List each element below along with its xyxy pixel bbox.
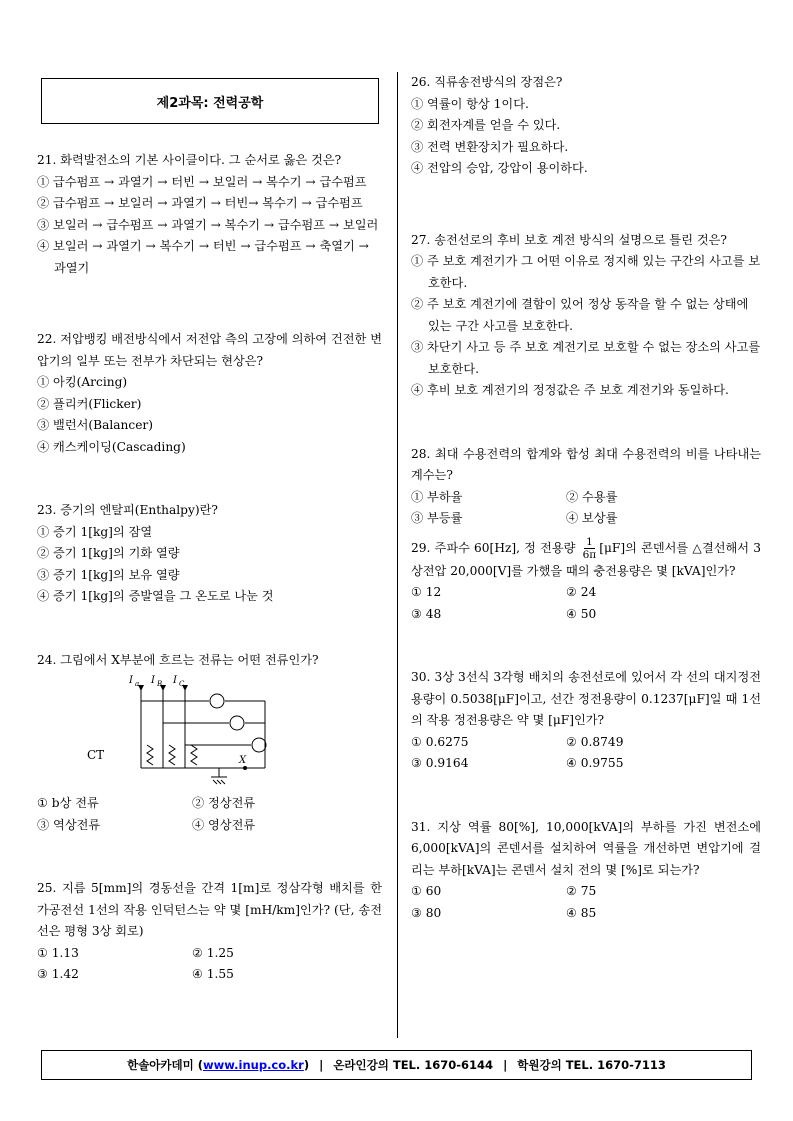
options-grid bbox=[411, 881, 761, 924]
option: ④ 전압의 승압, 강압이 용이하다. bbox=[411, 161, 588, 175]
question-21 bbox=[37, 150, 382, 279]
option: ② 75 bbox=[566, 884, 597, 898]
option: ① 1.13 bbox=[37, 945, 79, 960]
options-grid bbox=[411, 582, 761, 625]
options-grid bbox=[37, 793, 382, 836]
option: ④ 영상전류 bbox=[192, 817, 256, 832]
option: ③ 전력 변환장치가 필요하다. bbox=[411, 139, 569, 154]
option: ④ 보일러 → 과열기 → 복수기 → 터빈 → 급수펌프 → 축열기 → 과열기 bbox=[37, 239, 369, 275]
option: ④ 후비 보호 계전기의 정정값은 주 보호 계전기와 동일하다. bbox=[411, 383, 729, 397]
footer-separator: | bbox=[319, 1058, 324, 1072]
option: ① 12 bbox=[411, 585, 442, 599]
option: ③ 0.9164 bbox=[411, 756, 469, 770]
option: ① 증기 1[kg]의 잠열 bbox=[37, 524, 153, 539]
question-stem: 28. 최대 수용전력의 합계와 합성 최대 수용전력의 비를 나타내는 계수는? bbox=[411, 446, 761, 482]
option: ② 회전자계를 얻을 수 있다. bbox=[411, 118, 561, 132]
question-28 bbox=[411, 444, 761, 530]
question-23 bbox=[37, 500, 382, 608]
question-stem: 31. 지상 역률 80[%], 10,000[kVA]의 부하를 가진 변전소에 6,000[kVA]의 콘덴서를 설치하여 역률을 개선하면 변압기에 걸리는 부하[kVA]는 콘덴서 설치 전의 몇 [%]로 되는가? bbox=[411, 819, 761, 877]
option: ② 급수펌프 → 보일러 → 과열기 → 터빈→ 복수기 → 급수펌프 bbox=[37, 196, 363, 210]
capacitance-fraction: $\frac{1}{6\pi}$ bbox=[582, 535, 597, 561]
option: ① 역률이 항상 1이다. bbox=[411, 96, 529, 111]
question-31 bbox=[411, 817, 761, 925]
footer-contact bbox=[41, 1050, 752, 1080]
question-30 bbox=[411, 667, 761, 775]
option: ③ 48 bbox=[411, 606, 442, 621]
option: ④ 캐스케이딩(Cascading) bbox=[37, 439, 186, 454]
option: ④ 증기 1[kg]의 증발열을 그 온도로 나눈 것 bbox=[37, 589, 274, 603]
question-24 bbox=[37, 650, 382, 837]
question-stem: 26. 직류송전방식의 장점은? bbox=[411, 75, 563, 89]
option: ③ 밸런서(Balancer) bbox=[37, 418, 153, 432]
question-29 bbox=[411, 536, 761, 626]
question-stem: 25. 지름 5[mm]의 경동선을 간격 1[m]로 정삼각형 배치를 한 가공전선 1선의 작용 인덕턴스는 약 몇 [mH/km]인가? (단, 송전선은 평형 3상 회로) bbox=[37, 881, 382, 938]
option: ④ 50 bbox=[566, 606, 597, 621]
option: ① 주 보호 계전기가 그 어떤 이유로 정지해 있는 구간의 사고를 보호한다. bbox=[411, 254, 761, 290]
online-phone: 온라인강의 TEL. 1670-6144 bbox=[333, 1058, 494, 1072]
option: ② 증기 1[kg]의 기화 열량 bbox=[37, 546, 180, 560]
option: ② 1.25 bbox=[192, 945, 234, 960]
right-column bbox=[411, 72, 761, 924]
ic-label: I bbox=[173, 675, 177, 686]
question-25 bbox=[37, 878, 382, 986]
question-stem: 27. 송전선로의 후비 보호 계전 방식의 설명으로 틀린 것은? bbox=[411, 232, 727, 247]
options-grid bbox=[37, 943, 382, 986]
options-grid bbox=[411, 487, 761, 530]
subject-title: 제2과목: 전력공학 bbox=[41, 78, 379, 124]
option: ② 주 보호 계전기에 결함이 있어 정상 동작을 할 수 없는 상태에 있는 구간 사고를 보호한다. bbox=[411, 297, 749, 333]
option: ④ 보상률 bbox=[566, 511, 618, 525]
option: ④ 0.9755 bbox=[566, 756, 624, 770]
option: ② 정상전류 bbox=[192, 796, 256, 810]
option: ③ 역상전류 bbox=[37, 817, 101, 832]
question-stem: 22. 저압뱅킹 배전방식에서 저전압 측의 고장에 의하여 건전한 변압기의 일부 또는 전부가 차단되는 현상은? bbox=[37, 332, 382, 368]
left-column bbox=[37, 150, 382, 986]
svg-text:C: C bbox=[179, 680, 185, 688]
footer-separator: | bbox=[503, 1058, 508, 1072]
question-stem: 21. 화력발전소의 기본 사이클이다. 그 순서로 옳은 것은? bbox=[37, 153, 342, 167]
offline-phone: 학원강의 TEL. 1670-7113 bbox=[517, 1058, 666, 1072]
ct-circuit-figure bbox=[87, 673, 327, 791]
question-stem: 30. 3상 3선식 3각형 배치의 송전선로에 있어서 각 선의 대지정전용량이 0.5038[μF]이고, 선간 정전용량이 0.1237[μF]일 때 1선의 작용 정전용량은 약 몇 [μF]인가? bbox=[411, 670, 761, 727]
option: ① 0.6275 bbox=[411, 734, 469, 749]
column-divider bbox=[397, 72, 398, 1038]
option: ② 24 bbox=[566, 585, 597, 599]
option: ③ 증기 1[kg]의 보유 열량 bbox=[37, 567, 180, 582]
option: ③ 부등률 bbox=[411, 511, 463, 525]
question-stem: 24. 그림에서 X부분에 흐르는 전류는 어떤 전류인가? bbox=[37, 652, 319, 667]
option: ③ 차단기 사고 등 주 보호 계전기로 보호할 수 없는 장소의 사고를 보호한다. bbox=[411, 340, 761, 376]
option: ① b상 전류 bbox=[37, 796, 99, 810]
option: ① 급수펌프 → 과열기 → 터빈 → 보일러 → 복수기 → 급수펌프 bbox=[37, 174, 367, 189]
academy-name: 한솔아카데미 (www.inup.co.kr) bbox=[127, 1058, 310, 1072]
option: ④ 1.55 bbox=[192, 967, 234, 981]
option: ① 60 bbox=[411, 884, 442, 898]
ib-label: I bbox=[151, 675, 155, 686]
question-stem: 23. 증기의 엔탈피(Enthalpy)란? bbox=[37, 503, 218, 517]
option: ③ 1.42 bbox=[37, 967, 79, 981]
ct-label: CT bbox=[87, 748, 105, 762]
option: ③ 보일러 → 급수펌프 → 과열기 → 복수기 → 급수펌프 → 보일러 bbox=[37, 217, 379, 232]
x-label: X bbox=[239, 755, 247, 766]
option: ③ 80 bbox=[411, 905, 442, 920]
ia-label: I bbox=[129, 675, 133, 686]
svg-text:B: B bbox=[157, 680, 163, 688]
option: ① 아킹(Arcing) bbox=[37, 375, 128, 389]
academy-website-link[interactable]: www.inup.co.kr bbox=[203, 1058, 304, 1072]
option: ② 수용률 bbox=[566, 489, 618, 504]
option: ④ 85 bbox=[566, 905, 597, 920]
question-22 bbox=[37, 329, 382, 458]
option: ① 부하율 bbox=[411, 489, 463, 504]
options-grid bbox=[411, 732, 761, 775]
option: ② 플리커(Flicker) bbox=[37, 396, 142, 411]
question-stem: 29. 주파수 60[Hz], 정 전용량 $\frac{1}{6\pi}$ [μF]의 콘덴서를 △결선해서 3상전압 20,000[V]를 가했을 때의 충전용량은 몇 [kVA]인가? bbox=[411, 535, 762, 578]
svg-text:a: a bbox=[135, 680, 140, 688]
question-27 bbox=[411, 230, 761, 402]
question-26 bbox=[411, 72, 761, 180]
option: ② 0.8749 bbox=[566, 734, 624, 749]
